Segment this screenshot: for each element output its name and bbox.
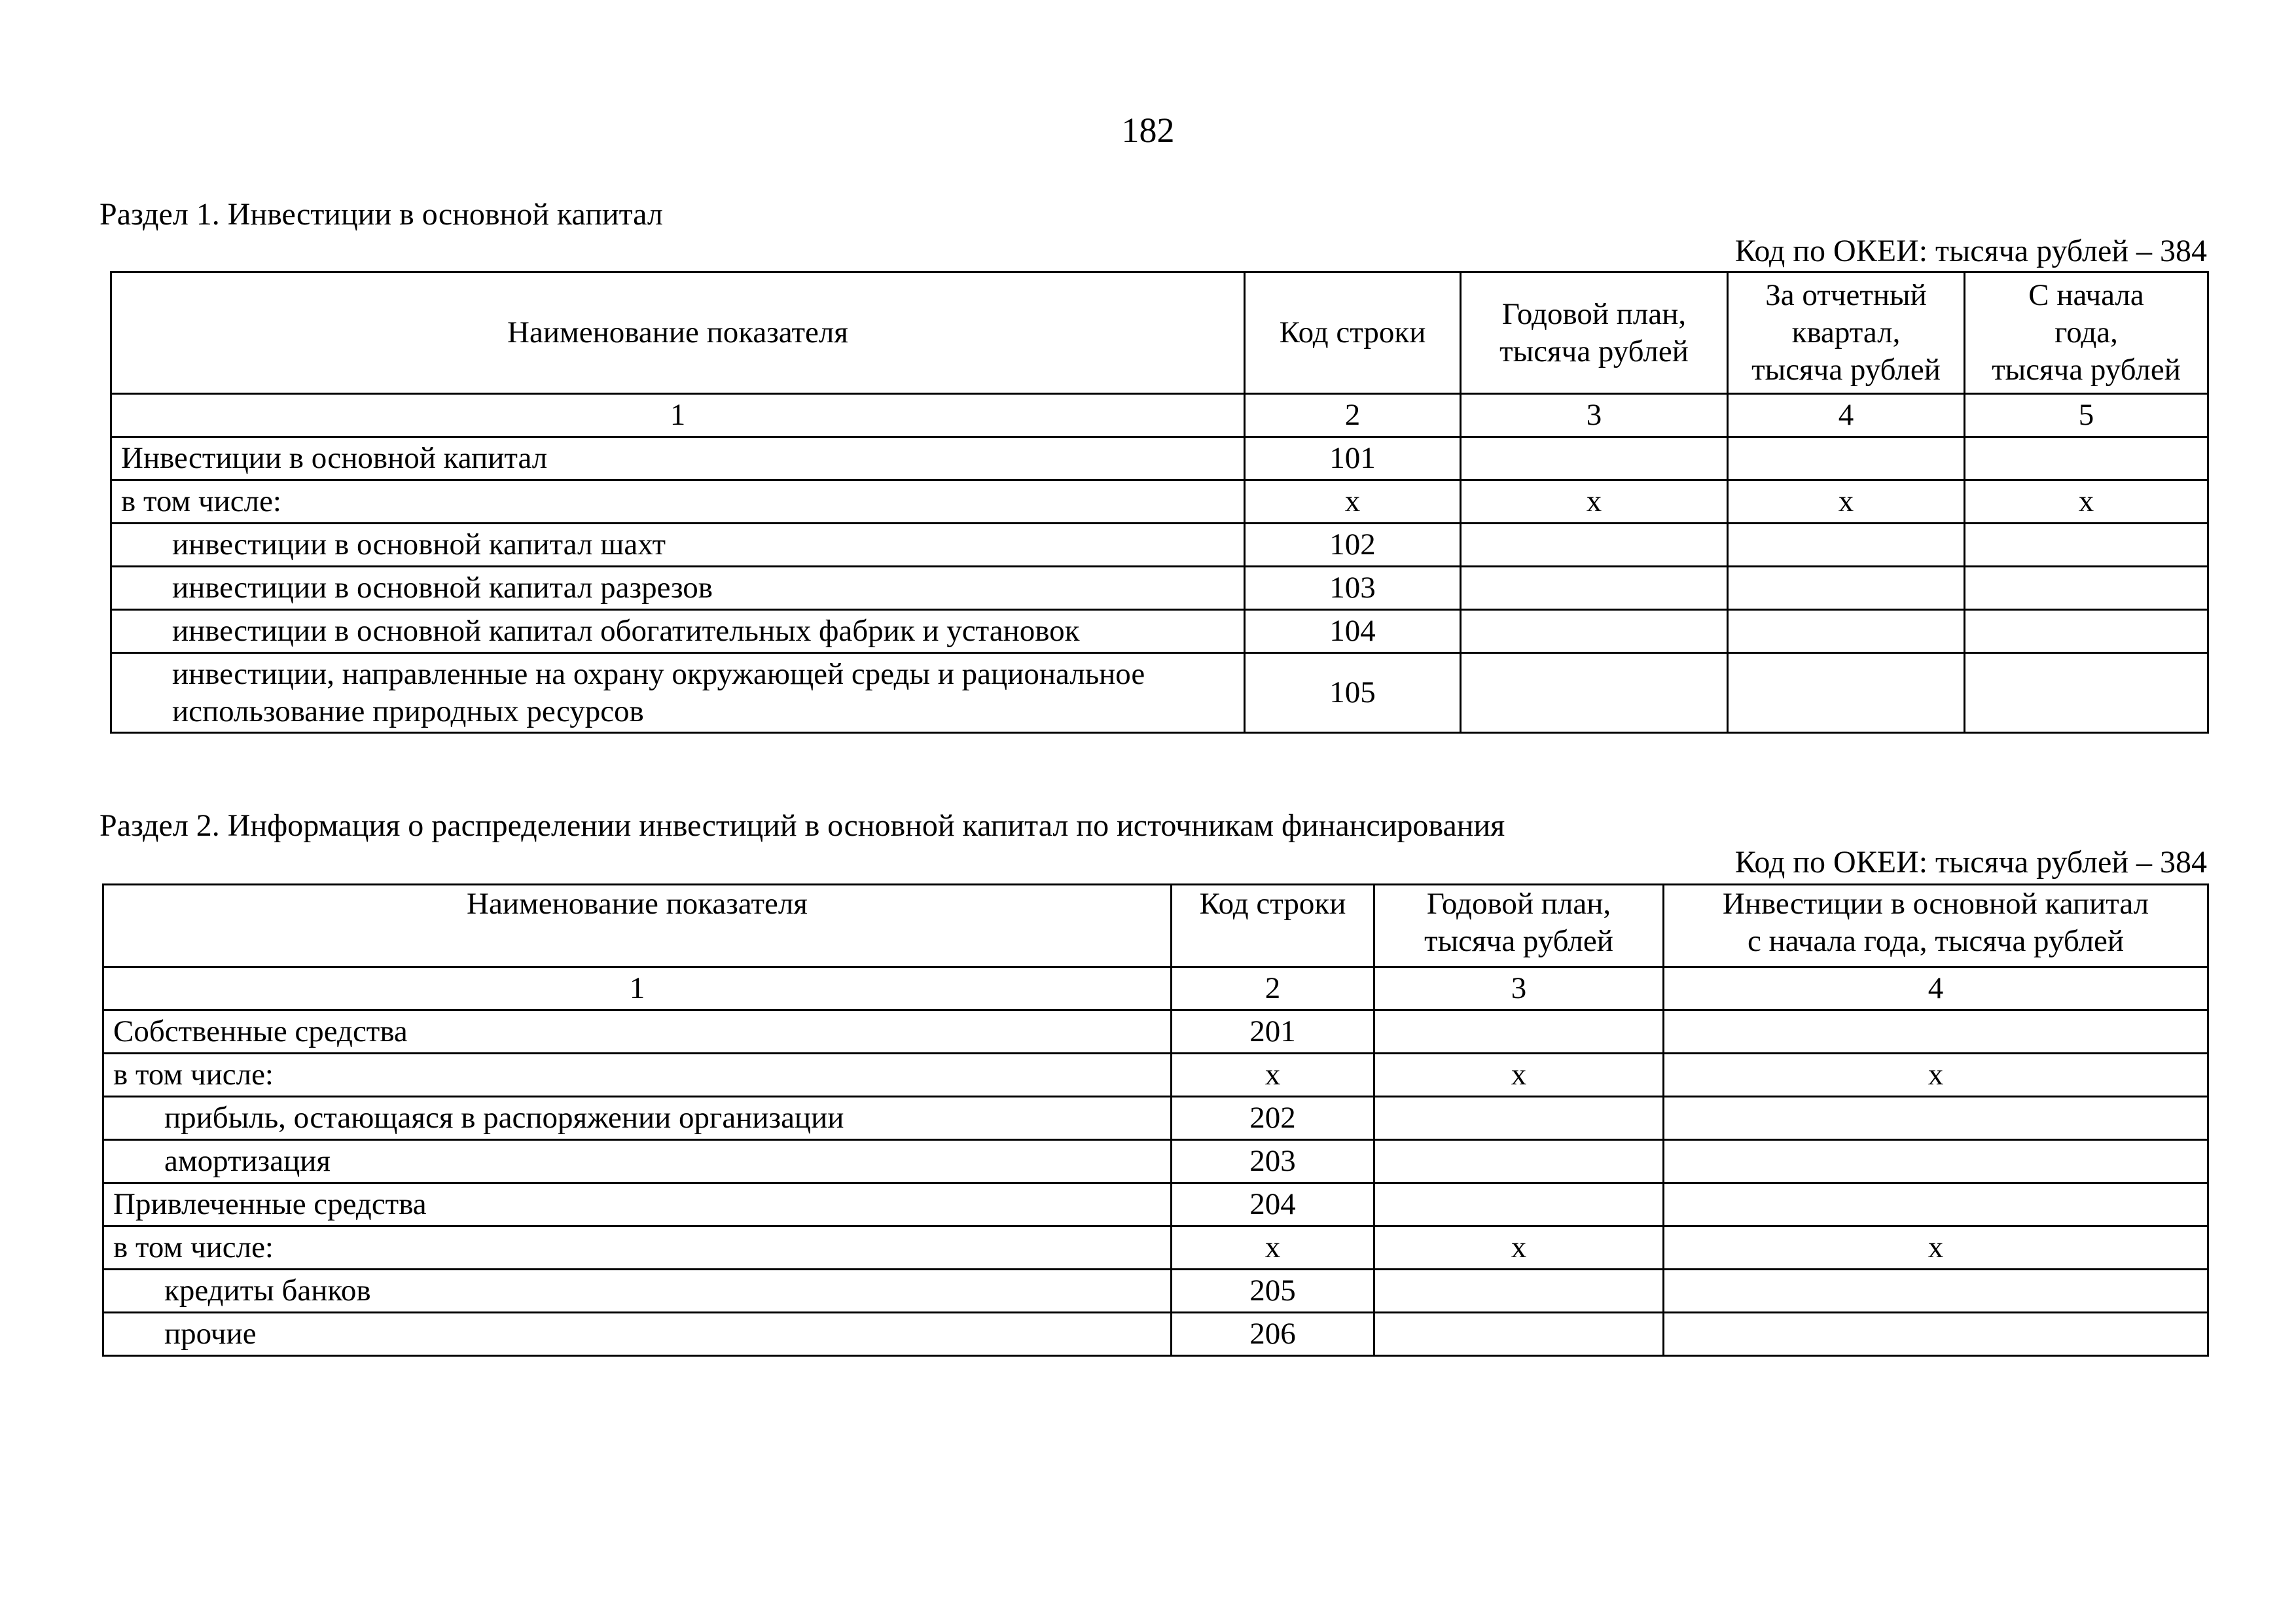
header-plan-line1: Годовой план, (1426, 887, 1611, 921)
cell-investments: х (1664, 1226, 2208, 1270)
cell-investments (1664, 1097, 2208, 1140)
header-investments-line1: Инвестиции в основной капитал (1722, 887, 2149, 921)
column-number: 2 (1172, 967, 1374, 1010)
row-code: 105 (1245, 653, 1461, 733)
table-row (111, 524, 2208, 567)
cell-ytd: х (1965, 480, 2208, 524)
row-code: 204 (1172, 1183, 1374, 1226)
header-plan-line2: тысяча рублей (1499, 334, 1689, 368)
table-row (103, 1226, 2208, 1270)
row-name: прибыль, остающаяся в распоряжении организации (103, 1097, 1172, 1140)
column-number: 4 (1664, 967, 2208, 1010)
header-quarter-line1: За отчетный (1765, 278, 1927, 312)
row-code: 201 (1172, 1010, 1374, 1054)
column-number-row (111, 394, 2208, 437)
header-ytd-line2: года, (2054, 315, 2118, 349)
row-name: инвестиции в основной капитал шахт (111, 524, 1245, 567)
header-ytd (1965, 272, 2208, 394)
cell-quarter (1728, 524, 1965, 567)
cell-plan (1374, 1313, 1664, 1356)
cell-investments: х (1664, 1054, 2208, 1097)
cell-ytd (1965, 610, 2208, 653)
header-investments (1664, 885, 2208, 967)
header-ytd-line3: тысяча рублей (1992, 353, 2181, 387)
row-code: х (1172, 1226, 1374, 1270)
table-row (111, 610, 2208, 653)
cell-quarter (1728, 567, 1965, 610)
cell-plan (1374, 1183, 1664, 1226)
cell-quarter (1728, 437, 1965, 480)
row-name: в том числе: (103, 1054, 1172, 1097)
table-row (103, 1183, 2208, 1226)
row-name: в том числе: (111, 480, 1245, 524)
column-number: 2 (1245, 394, 1461, 437)
column-number-row (103, 967, 2208, 1010)
row-name: прочие (103, 1313, 1172, 1356)
cell-plan (1461, 437, 1728, 480)
cell-quarter (1728, 610, 1965, 653)
row-code: 203 (1172, 1140, 1374, 1183)
table-row (103, 1140, 2208, 1183)
table-row (103, 1270, 2208, 1313)
row-code: 104 (1245, 610, 1461, 653)
cell-ytd (1965, 437, 2208, 480)
cell-plan (1461, 610, 1728, 653)
cell-plan: х (1374, 1054, 1664, 1097)
section2-title: Раздел 2. Информация о распределении инвестиций в основной капитал по источникам финансирования (99, 808, 1505, 843)
cell-plan: х (1461, 480, 1728, 524)
cell-plan (1461, 567, 1728, 610)
header-code: Код строки (1172, 885, 1374, 967)
row-name-line2: использование природных ресурсов (172, 694, 644, 728)
cell-investments (1664, 1270, 2208, 1313)
cell-ytd (1965, 567, 2208, 610)
header-quarter-line2: квартал, (1791, 315, 1901, 349)
cell-investments (1664, 1140, 2208, 1183)
header-plan-line2: тысяча рублей (1424, 924, 1613, 958)
header-investments-line2: с начала года, тысяча рублей (1747, 924, 2125, 958)
header-plan (1374, 885, 1664, 967)
cell-plan (1374, 1010, 1664, 1054)
header-plan (1461, 272, 1728, 394)
column-number: 5 (1965, 394, 2208, 437)
table-row (103, 1054, 2208, 1097)
header-code: Код строки (1245, 272, 1461, 394)
header-ytd-line1: С начала (2028, 278, 2144, 312)
table-row (103, 1313, 2208, 1356)
column-number: 1 (103, 967, 1172, 1010)
table-row (111, 437, 2208, 480)
row-name: Инвестиции в основной капитал (111, 437, 1245, 480)
cell-ytd (1965, 524, 2208, 567)
row-name: кредиты банков (103, 1270, 1172, 1313)
row-name: инвестиции в основной капитал обогатительных фабрик и установок (111, 610, 1245, 653)
table-row (111, 653, 2208, 733)
cell-plan (1461, 653, 1728, 733)
column-number: 4 (1728, 394, 1965, 437)
table-row (103, 1097, 2208, 1140)
cell-quarter: х (1728, 480, 1965, 524)
row-code: 101 (1245, 437, 1461, 480)
row-name: амортизация (103, 1140, 1172, 1183)
row-name: в том числе: (103, 1226, 1172, 1270)
row-name-line1: инвестиции, направленные на охрану окружающей среды и рациональное (172, 656, 1145, 691)
row-code: 103 (1245, 567, 1461, 610)
cell-plan (1374, 1270, 1664, 1313)
table-row (103, 1010, 2208, 1054)
cell-investments (1664, 1313, 2208, 1356)
cell-plan (1374, 1097, 1664, 1140)
column-number: 1 (111, 394, 1245, 437)
header-quarter (1728, 272, 1965, 394)
page-number: 182 (1121, 111, 1175, 150)
row-name: Собственные средства (103, 1010, 1172, 1054)
cell-plan: х (1374, 1226, 1664, 1270)
cell-plan (1461, 524, 1728, 567)
row-code: 102 (1245, 524, 1461, 567)
cell-quarter (1728, 653, 1965, 733)
section1-title: Раздел 1. Инвестиции в основной капитал (99, 197, 663, 232)
column-number: 3 (1461, 394, 1728, 437)
column-number: 3 (1374, 967, 1664, 1010)
row-code: 205 (1172, 1270, 1374, 1313)
row-code: х (1245, 480, 1461, 524)
row-code: х (1172, 1054, 1374, 1097)
header-row (103, 885, 2208, 967)
section1-okei: Код по ОКЕИ: тысяча рублей – 384 (1734, 234, 2207, 268)
row-name: инвестиции в основной капитал разрезов (111, 567, 1245, 610)
cell-plan (1374, 1140, 1664, 1183)
cell-investments (1664, 1010, 2208, 1054)
header-quarter-line3: тысяча рублей (1751, 353, 1941, 387)
cell-investments (1664, 1183, 2208, 1226)
section2-table (102, 883, 2209, 1357)
header-plan-line1: Годовой план, (1501, 296, 1687, 331)
section2-okei: Код по ОКЕИ: тысяча рублей – 384 (1734, 845, 2207, 880)
section1-table (110, 271, 2209, 734)
header-name: Наименование показателя (111, 272, 1245, 394)
table-row (111, 567, 2208, 610)
row-name (111, 653, 1245, 733)
header-name: Наименование показателя (103, 885, 1172, 967)
row-name: Привлеченные средства (103, 1183, 1172, 1226)
row-code: 206 (1172, 1313, 1374, 1356)
table-row (111, 480, 2208, 524)
header-row (111, 272, 2208, 394)
row-code: 202 (1172, 1097, 1374, 1140)
cell-ytd (1965, 653, 2208, 733)
